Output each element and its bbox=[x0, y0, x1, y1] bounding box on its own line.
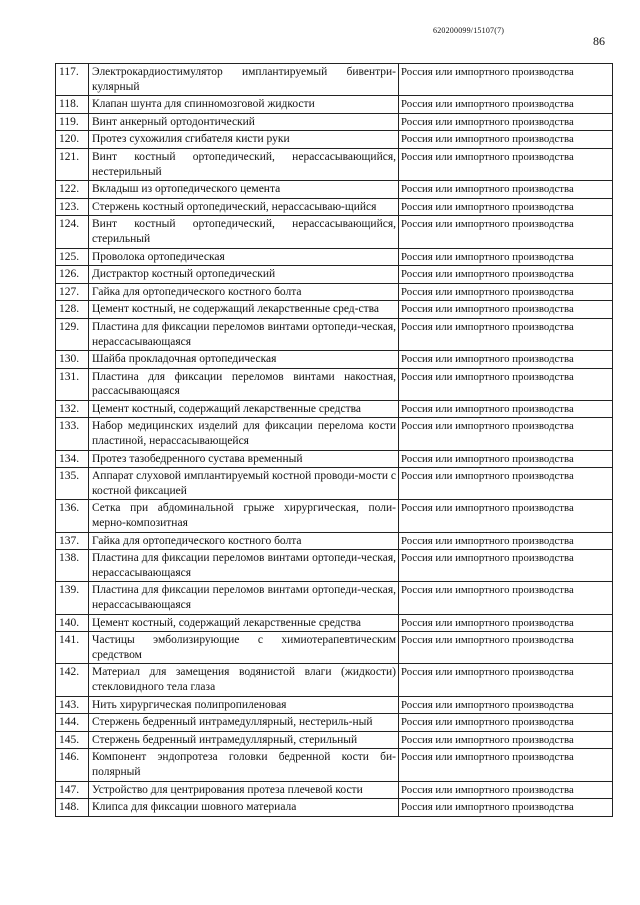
table-row bbox=[56, 749, 613, 781]
item-name: Клипса для фиксации шовного материала bbox=[89, 799, 399, 817]
row-number: 146. bbox=[56, 749, 89, 781]
row-number: 123. bbox=[56, 198, 89, 216]
item-origin: Россия или импортного производства bbox=[399, 64, 613, 96]
table-row bbox=[56, 148, 613, 180]
item-origin: Россия или импортного производства bbox=[399, 450, 613, 468]
item-name: Компонент эндопротеза головки бедренной кости би-полярный bbox=[89, 749, 399, 781]
row-number: 142. bbox=[56, 664, 89, 696]
row-number: 117. bbox=[56, 64, 89, 96]
row-number: 135. bbox=[56, 468, 89, 500]
row-number: 137. bbox=[56, 532, 89, 550]
item-origin: Россия или импортного производства bbox=[399, 418, 613, 450]
table-row bbox=[56, 318, 613, 350]
item-origin: Россия или импортного производства bbox=[399, 283, 613, 301]
table-row bbox=[56, 131, 613, 149]
item-origin: Россия или импортного производства bbox=[399, 400, 613, 418]
items-table-body bbox=[56, 64, 613, 817]
item-name: Частицы эмболизирующие с химиотерапевтическим средством bbox=[89, 632, 399, 664]
item-name: Сетка при абдоминальной грыже хирургическая, поли-мерно-композитная bbox=[89, 500, 399, 532]
item-origin: Россия или импортного производства bbox=[399, 318, 613, 350]
item-origin: Россия или импортного производства bbox=[399, 301, 613, 319]
item-origin: Россия или импортного производства bbox=[399, 614, 613, 632]
table-row bbox=[56, 614, 613, 632]
table-row bbox=[56, 400, 613, 418]
item-origin: Россия или импортного производства bbox=[399, 468, 613, 500]
table-row bbox=[56, 696, 613, 714]
item-name: Вкладыш из ортопедического цемента bbox=[89, 181, 399, 199]
row-number: 118. bbox=[56, 96, 89, 114]
item-name: Материал для замещения водянистой влаги (жидкости) стекловидного тела глаза bbox=[89, 664, 399, 696]
row-number: 139. bbox=[56, 582, 89, 614]
item-name: Пластина для фиксации переломов винтами ортопеди-ческая, нерассасывающаяся bbox=[89, 318, 399, 350]
item-origin: Россия или импортного производства bbox=[399, 113, 613, 131]
table-row bbox=[56, 96, 613, 114]
table-row bbox=[56, 368, 613, 400]
row-number: 144. bbox=[56, 714, 89, 732]
table-row bbox=[56, 468, 613, 500]
document-code: 620200099/15107(7) bbox=[433, 26, 505, 35]
table-row bbox=[56, 632, 613, 664]
item-name: Стержень бедренный интрамедуллярный, стерильный bbox=[89, 731, 399, 749]
item-name: Стержень костный ортопедический, нерассасываю-щийся bbox=[89, 198, 399, 216]
row-number: 140. bbox=[56, 614, 89, 632]
item-name: Гайка для ортопедического костного болта bbox=[89, 283, 399, 301]
item-name: Гайка для ортопедического костного болта bbox=[89, 532, 399, 550]
table-row bbox=[56, 113, 613, 131]
table-row bbox=[56, 781, 613, 799]
table-row bbox=[56, 248, 613, 266]
row-number: 125. bbox=[56, 248, 89, 266]
table-row bbox=[56, 799, 613, 817]
row-number: 147. bbox=[56, 781, 89, 799]
item-name: Нить хирургическая полипропиленовая bbox=[89, 696, 399, 714]
item-origin: Россия или импортного производства bbox=[399, 500, 613, 532]
item-name: Пластина для фиксации переломов винтами ортопеди-ческая, нерассасывающаяся bbox=[89, 582, 399, 614]
item-origin: Россия или импортного производства bbox=[399, 582, 613, 614]
item-origin: Россия или импортного производства bbox=[399, 714, 613, 732]
table-row bbox=[56, 714, 613, 732]
item-origin: Россия или импортного производства bbox=[399, 632, 613, 664]
item-name: Винт костный ортопедический, нерассасывающийся, стерильный bbox=[89, 216, 399, 248]
table-row bbox=[56, 532, 613, 550]
item-name: Цемент костный, содержащий лекарственные средства bbox=[89, 400, 399, 418]
row-number: 138. bbox=[56, 550, 89, 582]
table-row bbox=[56, 450, 613, 468]
table-row bbox=[56, 550, 613, 582]
item-name: Устройство для центрирования протеза плечевой кости bbox=[89, 781, 399, 799]
item-name: Стержень бедренный интрамедуллярный, нестериль-ный bbox=[89, 714, 399, 732]
item-origin: Россия или импортного производства bbox=[399, 799, 613, 817]
item-origin: Россия или импортного производства bbox=[399, 532, 613, 550]
item-origin: Россия или импортного производства bbox=[399, 131, 613, 149]
item-origin: Россия или импортного производства bbox=[399, 550, 613, 582]
item-name: Дистрактор костный ортопедический bbox=[89, 266, 399, 284]
item-name: Набор медицинских изделий для фиксации перелома кости пластиной, нерассасывающейся bbox=[89, 418, 399, 450]
item-origin: Россия или импортного производства bbox=[399, 198, 613, 216]
item-origin: Россия или импортного производства bbox=[399, 266, 613, 284]
item-origin: Россия или импортного производства bbox=[399, 696, 613, 714]
table-row bbox=[56, 216, 613, 248]
item-name: Проволока ортопедическая bbox=[89, 248, 399, 266]
row-number: 129. bbox=[56, 318, 89, 350]
item-name: Пластина для фиксации переломов винтами ортопеди-ческая, нерассасывающаяся bbox=[89, 550, 399, 582]
items-table bbox=[55, 63, 613, 817]
row-number: 134. bbox=[56, 450, 89, 468]
item-origin: Россия или импортного производства bbox=[399, 181, 613, 199]
item-name: Аппарат слуховой имплантируемый костной проводи-мости с костной фиксацией bbox=[89, 468, 399, 500]
table-row bbox=[56, 351, 613, 369]
row-number: 120. bbox=[56, 131, 89, 149]
row-number: 122. bbox=[56, 181, 89, 199]
table-row bbox=[56, 664, 613, 696]
item-origin: Россия или импортного производства bbox=[399, 731, 613, 749]
table-row bbox=[56, 266, 613, 284]
item-name: Шайба прокладочная ортопедическая bbox=[89, 351, 399, 369]
item-name: Винт костный ортопедический, нерассасывающийся, нестерильный bbox=[89, 148, 399, 180]
item-origin: Россия или импортного производства bbox=[399, 96, 613, 114]
row-number: 124. bbox=[56, 216, 89, 248]
table-row bbox=[56, 64, 613, 96]
item-origin: Россия или импортного производства bbox=[399, 664, 613, 696]
row-number: 136. bbox=[56, 500, 89, 532]
item-name: Цемент костный, содержащий лекарственные средства bbox=[89, 614, 399, 632]
table-row bbox=[56, 500, 613, 532]
item-name: Протез сухожилия сгибателя кисти руки bbox=[89, 131, 399, 149]
item-origin: Россия или импортного производства bbox=[399, 216, 613, 248]
row-number: 126. bbox=[56, 266, 89, 284]
row-number: 148. bbox=[56, 799, 89, 817]
item-origin: Россия или импортного производства bbox=[399, 351, 613, 369]
row-number: 130. bbox=[56, 351, 89, 369]
row-number: 141. bbox=[56, 632, 89, 664]
item-origin: Россия или импортного производства bbox=[399, 248, 613, 266]
item-origin: Россия или импортного производства bbox=[399, 368, 613, 400]
item-name: Винт анкерный ортодонтический bbox=[89, 113, 399, 131]
item-name: Клапан шунта для спинномозговой жидкости bbox=[89, 96, 399, 114]
table-row bbox=[56, 283, 613, 301]
row-number: 128. bbox=[56, 301, 89, 319]
row-number: 133. bbox=[56, 418, 89, 450]
table-row bbox=[56, 301, 613, 319]
row-number: 143. bbox=[56, 696, 89, 714]
item-origin: Россия или импортного производства bbox=[399, 749, 613, 781]
item-origin: Россия или импортного производства bbox=[399, 781, 613, 799]
table-row bbox=[56, 582, 613, 614]
item-name: Электрокардиостимулятор имплантируемый бивентри-кулярный bbox=[89, 64, 399, 96]
row-number: 127. bbox=[56, 283, 89, 301]
table-row bbox=[56, 418, 613, 450]
item-name: Цемент костный, не содержащий лекарственные сред-ства bbox=[89, 301, 399, 319]
row-number: 132. bbox=[56, 400, 89, 418]
table-row bbox=[56, 731, 613, 749]
table-row bbox=[56, 198, 613, 216]
row-number: 119. bbox=[56, 113, 89, 131]
row-number: 131. bbox=[56, 368, 89, 400]
item-origin: Россия или импортного производства bbox=[399, 148, 613, 180]
item-name: Пластина для фиксации переломов винтами накостная, рассасывающаяся bbox=[89, 368, 399, 400]
item-name: Протез тазобедренного сустава временный bbox=[89, 450, 399, 468]
page-number: 86 bbox=[593, 34, 605, 48]
row-number: 145. bbox=[56, 731, 89, 749]
table-row bbox=[56, 181, 613, 199]
row-number: 121. bbox=[56, 148, 89, 180]
